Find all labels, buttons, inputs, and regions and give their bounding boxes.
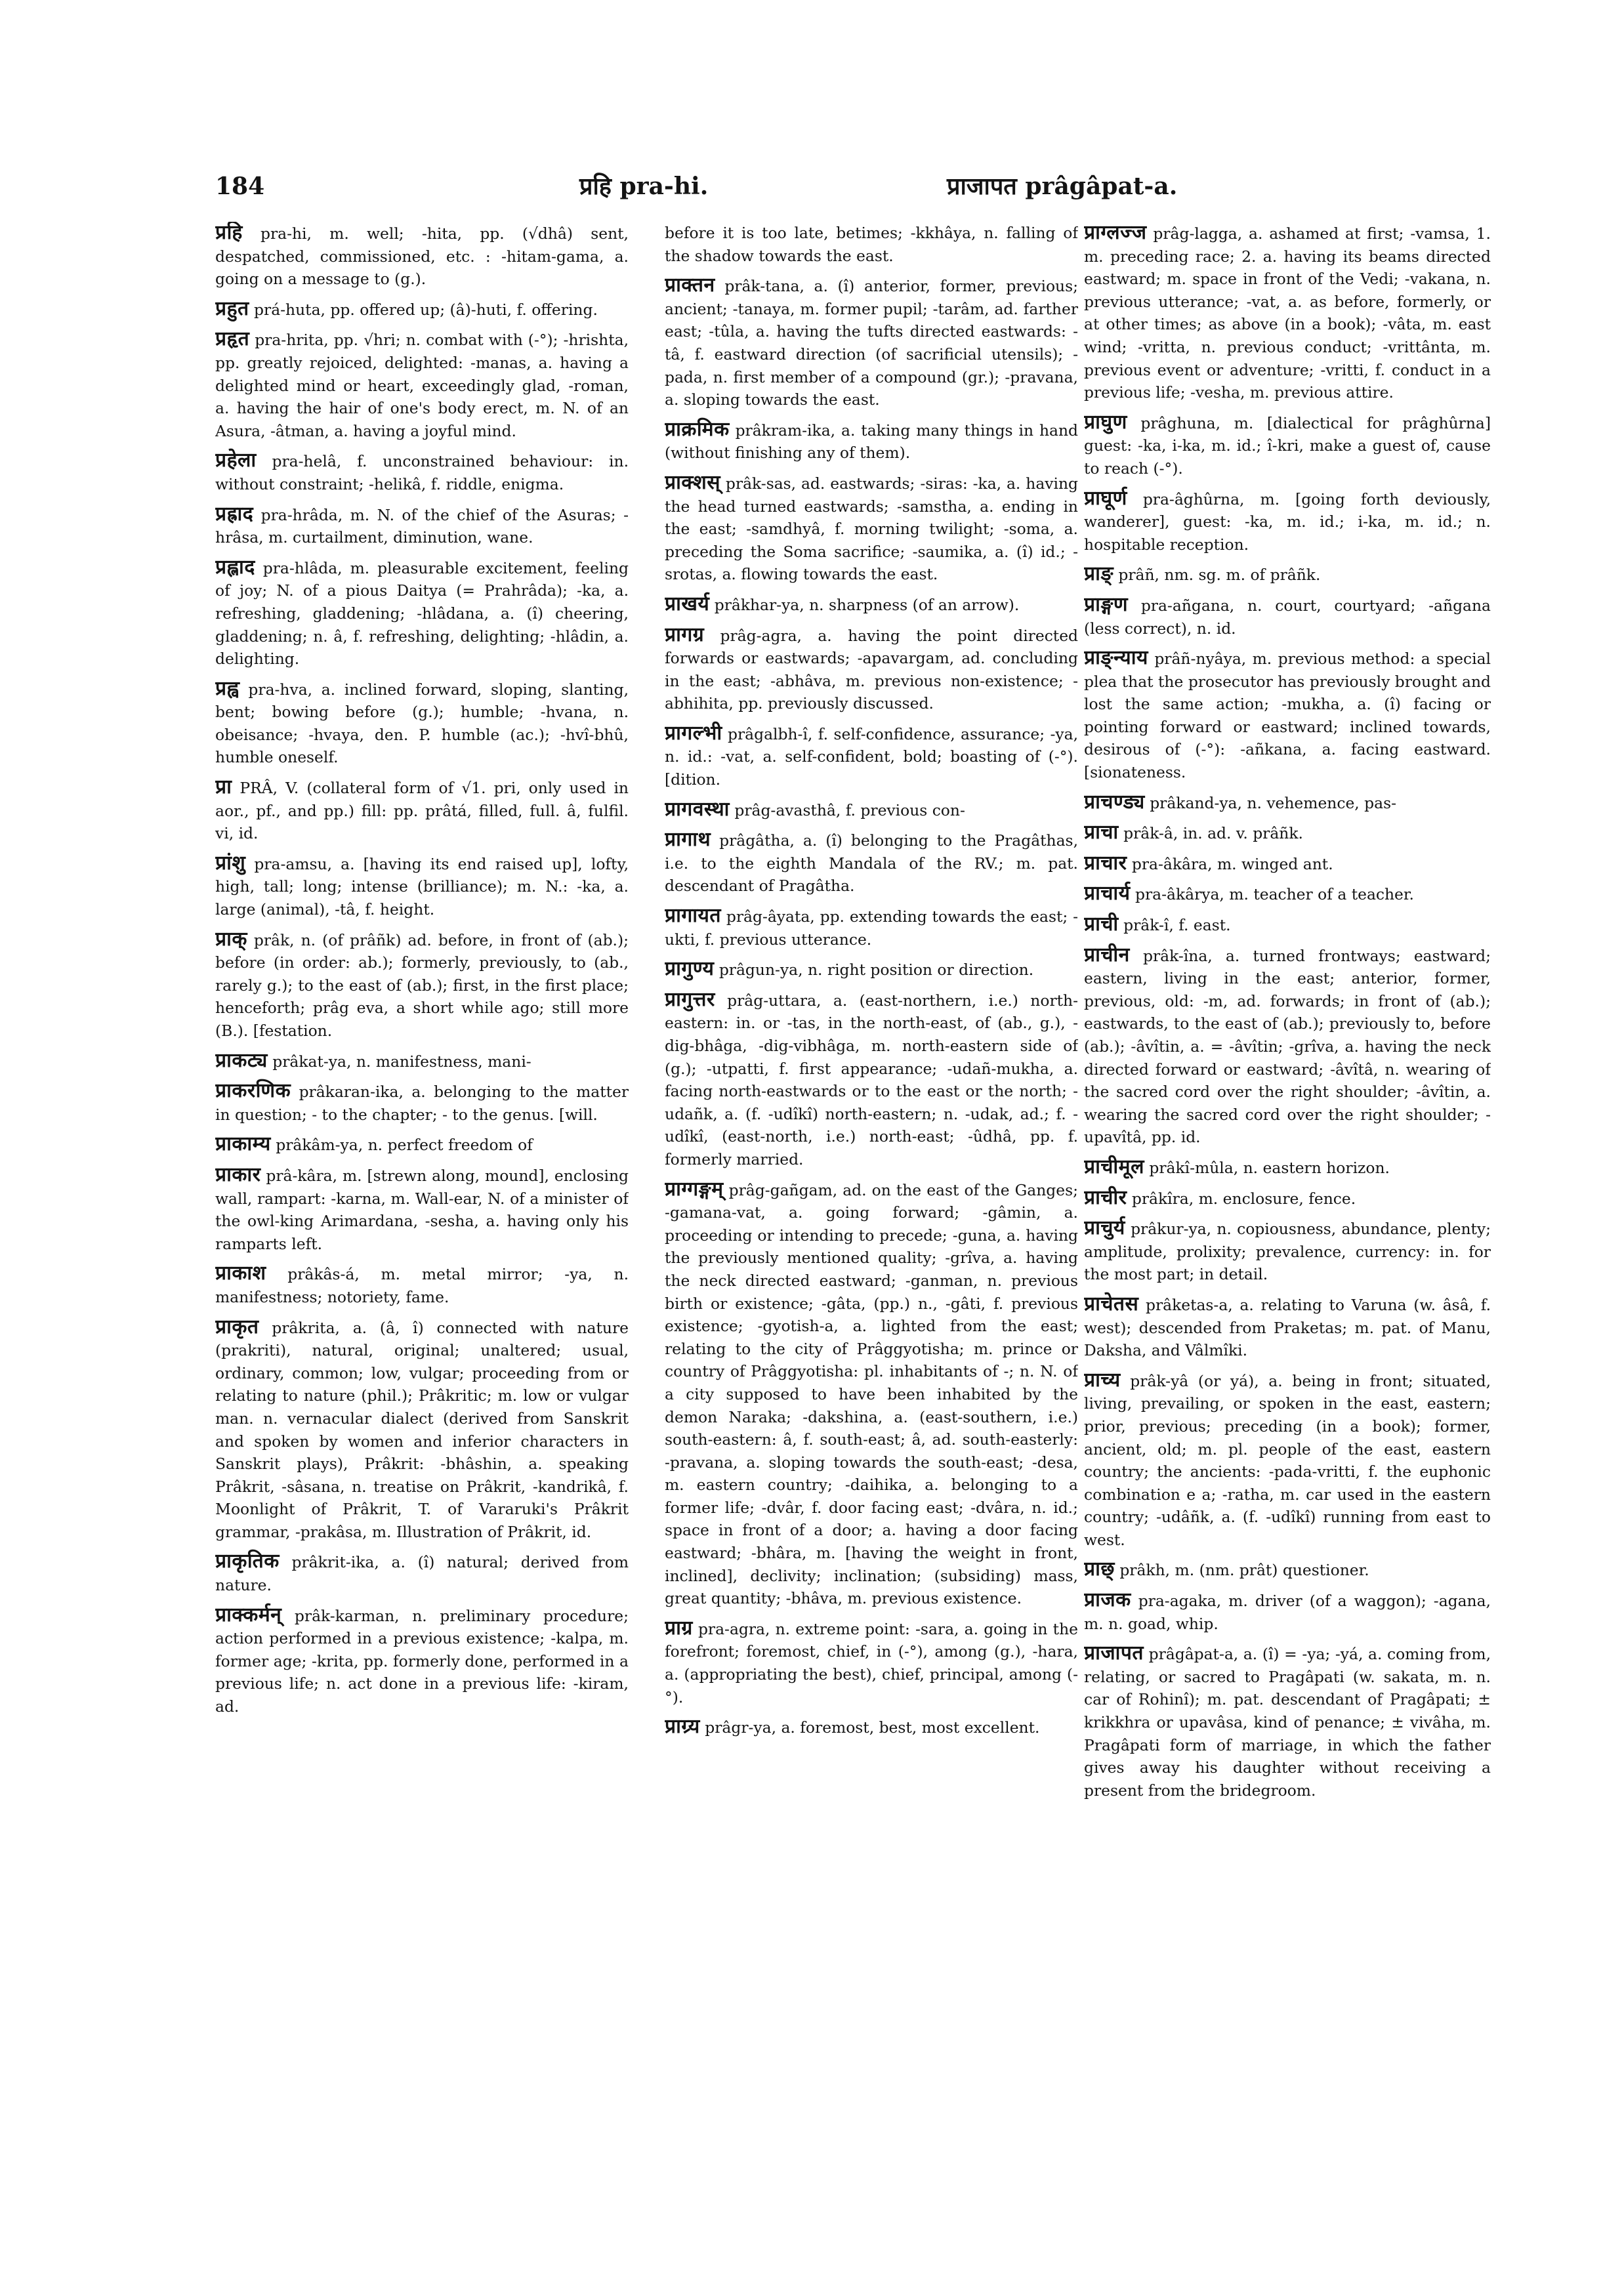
dictionary-entry (215, 1262, 629, 1308)
entry-headword: प्राचुर्य (1084, 1216, 1125, 1240)
entry-definition: prâketas-a, a. relating to Varuna (w. âsâ, f. west); descended from Praketas; m. pat. of Manu, Daksha, and Vâlmîki. (1084, 1295, 1491, 1360)
entry-definition: pra-âghûrna, m. [going forth deviously, wanderer], guest: -ka, m. id.; i-ka, m. id.; n. hospitable reception. (1084, 489, 1491, 554)
dictionary-entry (215, 1316, 629, 1544)
dictionary-entry (215, 1050, 629, 1073)
entry-headword: प्रहृत (215, 327, 250, 351)
dictionary-entry (1084, 411, 1491, 480)
dictionary-entry (215, 503, 629, 549)
entry-headword: प्रहेला (215, 449, 257, 472)
entry-headword: प्राङ् (1084, 562, 1114, 586)
entry-definition: PRÂ, V. (collateral form of √1. pri, only used in aor., pf., and pp.) fill: pp. prâtá, filled, full. â, fulfil. vi, id. (215, 779, 629, 843)
column-2 (665, 222, 1078, 2243)
entry-headword: प्राचेतस (1084, 1292, 1139, 1315)
entry-headword: प्रा (215, 775, 232, 799)
dictionary-entry (1084, 487, 1491, 556)
entry-headword: प्राचार (1084, 851, 1127, 875)
dictionary-entry (665, 472, 1078, 586)
dictionary-entry (215, 678, 629, 769)
dictionary-entry (665, 1178, 1078, 1610)
entry-headword: प्रह्व (215, 676, 239, 700)
entry-definition: prâkhar-ya, n. sharpness (of an arrow). (714, 595, 1020, 614)
entry-definition: pra-hrâda, m. N. of the chief of the Asuras; -hrâsa, m. curtailment, diminution, wane. (215, 505, 629, 547)
entry-headword: प्रांशु (215, 851, 246, 875)
entry-definition: pra-âkârya, m. teacher of a teacher. (1135, 885, 1414, 904)
dictionary-entry (215, 776, 629, 845)
entry-definition: prâkâm-ya, n. perfect freedom of (276, 1136, 533, 1155)
entry-definition: prâñ-nyâya, m. previous method: a special plea that the prosecutor has previously brought and lost the same action; -mukha, a. (î) facing or pointing forward or eastward; inclined towards, desirous of (-°): -añkana, a. facing eastward. [sionateness. (1084, 650, 1491, 782)
entry-definition: prâg-uttara, a. (east-northern, i.e.) north-eastern: in. or -tas, in the north-east, of (ab., g.), -dig-bhâga, -dig-vibhâga, m. north-eastern side of (g.); -utpatti, f. first appearance; -udañ-mukha, a. facing north-eastwards or to the east or the north; -udañk, a. (f. -udîkî) north-eastern; n. -udak, ad.; f. -udîkî, (east-north, i.e.) north-east; -ûdhâ, pp. f. formerly married. (665, 991, 1078, 1168)
entry-definition: before it is too late, betimes; -kkhâya, n. falling of the shadow towards the east. (665, 224, 1078, 265)
entry-definition: pra-âkâra, m. winged ant. (1131, 854, 1333, 873)
dictionary-entry (1084, 1217, 1491, 1286)
entry-definition: prá-huta, pp. offered up; (â)-huti, f. offering. (254, 300, 598, 319)
dictionary-entry (215, 298, 629, 321)
entry-definition: prâgâpat-a, a. (î) = -ya; -yá, a. coming from, relating, or sacred to Pragâpati (w. sakata, m. n. car of Rohinî); m. pat. descendant of Pragâpati; ± krikkhra or upavâsa, kind of penance; ± vivâha, m. Pragâpati form of marriage, in which the father gives away his daughter without receiving a present from the bridegroom. (1084, 1645, 1491, 1800)
dictionary-entry (665, 722, 1078, 791)
dictionary-entry (215, 1164, 629, 1255)
dictionary-entry (1084, 1642, 1491, 1802)
column-1 (215, 222, 629, 2243)
entry-headword: प्राकट्य (215, 1048, 268, 1072)
dictionary-entry (1084, 563, 1491, 587)
entry-definition: prâk-îna, a. turned frontways; eastward; eastern, living in the east; anterior, former, previous, old: -m, ad. forwards; in front of (ab.); eastwards, to the east of (ab.); previously to, before (ab.); -âvîtin, a. = -âvîtin; -grîva, a. having the neck directed forward or eastward; -âvîtâ, n. wearing of the sacred cord over the right shoulder; -âvîtin, a. wearing the sacred cord over the right shoulder; -upavîtâ, pp. id. (1084, 946, 1491, 1147)
entry-definition: prâgâtha, a. (î) belonging to the Pragâthas, i.e. to the eighth Mandala of the RV.; m. pat. descendant of Pragâtha. (665, 831, 1078, 896)
running-header (215, 169, 1186, 203)
entry-definition: prâgalbh-î, f. self-confidence, assurance; -ya, n. id.: -vat, a. self-confident, bold; boasting of (-°). [dition. (665, 724, 1078, 789)
dictionary-entry (1084, 944, 1491, 1149)
entry-definition: pra-agaka, m. driver (of a waggon); -agana, m. n. goad, whip. (1084, 1592, 1491, 1633)
entry-headword: प्रागग्र (665, 623, 705, 646)
dictionary-entry (665, 829, 1078, 898)
entry-definition: prâk-sas, ad. eastwards; -siras: -ka, a. having the head turned eastwards; -samstha, a. ending in the east; -samdhyâ, f. morning twilight; -soma, a. preceding the Soma sacrifice; -saumika, a. (î) id.; -srotas, a. flowing towards the east. (665, 474, 1078, 584)
entry-headword: प्राचीन (1084, 943, 1130, 966)
dictionary-entry (215, 556, 629, 671)
entry-definition: pra-hrita, pp. √hri; n. combat with (-°); -hrishta, pp. greatly rejoiced, delighted: -manas, a. having a delighted mind or heart, exceedingly glad, -roman, a. having the hair of one's body erect, m. N. of an Asura, -âtman, a. having a joyful mind. (215, 331, 629, 440)
entry-definition: prâg-âyata, pp. extending towards the east; -ukti, f. previous utterance. (665, 907, 1078, 949)
entry-headword: प्राग्र्य (665, 1715, 700, 1739)
entry-definition: prâk-yâ (or yá), a. being in front; situated, living, prevailing, or spoken in the east, eastern; prior, previous; preceding (in a book); former, ancient, old; m. pl. people of the east, eastern country; the ancients: -pada-vritti, f. the euphonic combination e a; -ratha, m. car used in the eastern country; -udâñk, a. (f. -udîkî) running from east to west. (1084, 1371, 1491, 1549)
dictionary-entry (1084, 222, 1491, 404)
entry-definition: prâk-î, f. east. (1123, 916, 1231, 935)
dictionary-entry (665, 624, 1078, 715)
entry-headword: प्राक्रमिक (665, 417, 730, 441)
entry-headword: प्रह्राद (215, 502, 254, 526)
entry-headword: प्राखर्य (665, 592, 710, 615)
entry-headword: प्राकृत (215, 1315, 259, 1338)
entry-definition: prâgun-ya, n. right position or direction. (718, 961, 1034, 980)
entry-headword: प्राक्शस् (665, 470, 721, 494)
right-running-head: प्राजापत prâgâpat-a. (947, 173, 1178, 200)
dictionary-entry (1084, 1187, 1491, 1210)
entry-headword: प्रागायत (665, 904, 721, 928)
entry-definition: prâg-gañgam, ad. on the east of the Ganges; -gamana-vat, a. going forward; -gâmin, a. proceeding or intending to precede; -guna, a. having the previously mentioned quality; -grîva, a. having the neck directed eastward; -ganman, n. previous birth or existence; -gâta, (pp.) n., -gâti, f. previous existence; -gyotish-a, a. lighted from the east; relating to the city of Prâggyotisha; m. prince or country of Prâggyotisha: pl. inhabitants of -; n. N. of a city supposed to have been inhabited by the demon Naraka; -dakshina, a. (east-southern, i.e.) south-eastern: â, f. south-east; â, ad. south-easterly: -pravana, a. sloping towards the south-east; -desa, m. eastern country; -daihika, a. belonging to a former life; -dvâr, f. door facing east; -dvâra, n. id.; space in front of a door; a. having a door facing eastward; -bhâra, m. [having the weight in front, inclined], declivity; inclination; (subsiding) mass, great quantity; -bhâva, m. previous existence. (665, 1180, 1078, 1608)
dictionary-entry (665, 958, 1078, 982)
entry-definition: prâkram-ika, a. taking many things in hand (without finishing any of them). (665, 421, 1078, 463)
entry-headword: प्राजक (1084, 1588, 1131, 1612)
dictionary-entry (665, 989, 1078, 1171)
entry-definition: prâkrit-ika, a. (î) natural; derived from nature. (215, 1553, 629, 1595)
dictionary-entry (665, 798, 1078, 822)
entry-headword: प्राग्गङ्गम् (665, 1177, 724, 1201)
dictionary-entry (215, 1604, 629, 1718)
entry-definition: prâkîra, m. enclosure, fence. (1131, 1189, 1356, 1208)
entry-definition: prâg-agra, a. having the point directed forwards or eastwards; -apavargam, ad. concluding in the east; -abhâva, m. previous non-existence; -abhihita, pp. previously discussed. (665, 626, 1078, 713)
left-running-head: प्रहि pra-hi. (579, 173, 709, 200)
entry-definition: prâgr-ya, a. foremost, best, most excellent. (705, 1718, 1040, 1737)
dictionary-entry (215, 1550, 629, 1596)
entry-definition: prâk-karman, n. preliminary procedure; action performed in a previous existence; -kalpa, m. former age; -krita, pp. formerly done, performed in a previous life; n. act done in a previous life: -kiram, ad. (215, 1606, 629, 1716)
entry-headword: प्रागुण्य (665, 957, 715, 981)
entry-headword: प्राजापत (1084, 1642, 1144, 1665)
entry-definition: prâg-avasthâ, f. previous con- (734, 800, 965, 819)
entry-headword: प्रह्लाद (215, 555, 255, 579)
entry-definition: prâk-â, in. ad. v. prâñk. (1123, 824, 1303, 843)
entry-definition: prâkrita, a. (â, î) connected with nature (prakriti), natural, original; unaltered; usual, ordinary, common; low, vulgar; proceeding from or relating to nature (phil.); Prâkritic; m. low or vulgar man. n. vernacular dialect (derived from Sanskrit and spoken by women and inferior characters in Sanskrit plays), Prâkrit: -bhâshin, a. speaking Prâkrit, -sâsana, n. treatise on Prâkrit, -kandrikâ, f. Moonlight of Prâkrit, T. of Vararuki's Prâkrit grammar, -prakâsa, m. Illustration of Prâkrit, id. (215, 1318, 629, 1541)
entry-headword: प्राकरणिक (215, 1079, 291, 1103)
entry-definition: prâghuna, m. [dialectical for prâghûrna] guest: -ka, i-ka, m. id.; î-kri, make a guest of, cause to reach (-°). (1084, 413, 1491, 478)
entry-definition: prâg-lagga, a. ashamed at first; -vamsa, 1. m. preceding race; 2. a. having its beams directed eastward; m. space in front of the Vedi; -vakana, n. previous utterance; -vat, a. as before, formerly, or at other times; as above (in a book); -vâta, m. east wind; -vritta, n. previous conduct; -vrittânta, m. previous event or adventure; -vritti, f. conduct in a previous life; -vesha, m. previous attire. (1084, 224, 1491, 402)
entry-headword: प्रागल्भी (665, 721, 722, 745)
entry-definition: prâkaran-ika, a. belonging to the matter in question; - to the chapter; - to the genus. [will. (215, 1083, 629, 1124)
dictionary-entry (1084, 647, 1491, 784)
entry-definition: pra-agra, n. extreme point: -sara, a. going in the forefront; foremost, chief, in (-°), among (g.), -hara, a. (appropriating the best), chief, principal, among (-°). (665, 1619, 1078, 1706)
dictionary-entry (215, 222, 629, 291)
entry-headword: प्राग्लज्ज (1084, 222, 1147, 244)
entry-headword: प्रहि (215, 222, 243, 244)
entry-definition: prâ-kâra, m. [strewn along, mound], enclosing wall, rampart: -karna, m. Wall-ear, N. of a minister of the owl-king Arimardana, -sesha, a. having only his ramparts left. (215, 1166, 629, 1253)
dictionary-entry (1084, 821, 1491, 845)
dictionary-entry (1084, 1369, 1491, 1552)
dictionary-entry (1084, 1156, 1491, 1180)
entry-headword: प्राछ् (1084, 1558, 1115, 1581)
page-number: 184 (215, 173, 265, 200)
entry-headword: प्राचण्ड्य (1084, 790, 1145, 814)
dictionary-entry (665, 905, 1078, 951)
entry-headword: प्रागुत्तर (665, 987, 715, 1011)
dictionary-entry (215, 328, 629, 442)
dictionary-entry (1084, 1293, 1491, 1362)
entry-headword: प्राकार (215, 1163, 261, 1186)
entry-definition: pra-amsu, a. [having its end raised up], lofty, high, tall; long; intense (brilliance); m. N.: -ka, a. large (animal), -tâ, f. height. (215, 854, 629, 919)
entry-definition: pra-hi, m. well; -hita, pp. (√dhâ) sent, despatched, commissioned, etc. : -hitam-gama, a. going on a message to (g.). (215, 224, 629, 289)
entry-definition: prâkh, m. (nm. prât) questioner. (1119, 1561, 1369, 1580)
dictionary-entry (665, 274, 1078, 411)
entry-headword: प्राङ्न्याय (1084, 646, 1148, 670)
dictionary-entry (1084, 882, 1491, 906)
entry-headword: प्राची (1084, 913, 1119, 936)
entry-headword: प्रागाथ (665, 828, 711, 852)
entry-definition: pra-helâ, f. unconstrained behaviour: in. without constraint; -helikâ, f. riddle, enigma. (215, 452, 629, 493)
dictionary-entry (1084, 1589, 1491, 1635)
dictionary-entry (215, 449, 629, 495)
entry-headword: प्राक् (215, 927, 247, 951)
entry-definition: prâk-tana, a. (î) anterior, former, previous; ancient; -tanaya, m. former pupil; -tarâm, ad. farther east; -tûla, a. having the tufts directed eastwards: -tâ, f. eastward direction (of sacrificial utensils); -pada, n. first member of a compound (gr.); -pravana, a. sloping towards the east. (665, 277, 1078, 409)
entry-definition: prâkat-ya, n. manifestness, mani- (272, 1052, 531, 1071)
entry-headword: प्राच्य (1084, 1368, 1121, 1392)
dictionary-entry (665, 222, 1078, 267)
entry-definition: prâñ, nm. sg. m. of prâñk. (1118, 566, 1321, 585)
entry-definition: prâk, n. (of prâñk) ad. before, in front of (ab.); before (in order: ab.); formerly, previously, to (ab., rarely g.); to the east of (ab.); first, in the first place; henceforth; prâg eva, a short while ago; still more (B.). [festation. (215, 930, 629, 1040)
dictionary-entry (215, 1080, 629, 1126)
entry-headword: प्राकाम्य (215, 1132, 271, 1156)
dictionary-entry (1084, 852, 1491, 876)
dictionary-entry (665, 593, 1078, 617)
entry-headword: प्राङ्गण (1084, 592, 1129, 616)
entry-headword: प्राकृतिक (215, 1550, 280, 1573)
entry-headword: प्राघूर्ण (1084, 486, 1127, 510)
entry-headword: प्राकाश (215, 1262, 266, 1285)
entry-definition: pra-añgana, n. court, courtyard; -añgana (less correct), n. id. (1084, 596, 1491, 638)
dictionary-entry (665, 1716, 1078, 1739)
entry-headword: प्राघुण (1084, 410, 1127, 434)
entry-headword: प्राग्र (665, 1616, 693, 1640)
dictionary-entry (1084, 791, 1491, 815)
entry-headword: प्राक्तन (665, 274, 715, 297)
dictionary-entry (1084, 1558, 1491, 1582)
dictionary-entry (665, 419, 1078, 465)
entry-headword: प्राचीमूल (1084, 1155, 1144, 1178)
dictionary-entry (1084, 913, 1491, 937)
entry-headword: प्रागवस्था (665, 797, 730, 821)
entry-definition: pra-hva, a. inclined forward, sloping, slanting, bent; bowing before (g.); humble; -hvana, n. obeisance; -hvaya, den. P. humble (ac.); -hvî-bhû, humble oneself. (215, 680, 629, 767)
dictionary-entry (1084, 594, 1491, 640)
entry-definition: prâkand-ya, n. vehemence, pas- (1150, 793, 1397, 812)
entry-headword: प्राचा (1084, 821, 1119, 844)
entry-headword: प्रहुत (215, 297, 249, 320)
dictionary-entry (665, 1617, 1078, 1708)
column-3 (1084, 222, 1491, 2243)
entry-definition: pra-hlâda, m. pleasurable excitement, feeling of joy; N. of a pious Daitya (= Prahrâda); -ka, a. refreshing, gladdening; -hlâdana, a. (î) cheering, gladdening; n. â, f. refreshing, delighting; -hlâdin, a. delighting. (215, 558, 629, 669)
entry-headword: प्राक्कर्मन् (215, 1603, 282, 1626)
dictionary-entry (215, 852, 629, 921)
entry-definition: prâkî-mûla, n. eastern horizon. (1149, 1158, 1390, 1177)
entry-definition: prâkâs-á, m. metal mirror; -ya, n. manifestness; notoriety, fame. (215, 1265, 629, 1306)
entry-headword: प्राचीर (1084, 1186, 1127, 1209)
entry-definition: prâkur-ya, n. copiousness, abundance, plenty; amplitude, prolixity; prevalence, currency: in. for the most part; in detail. (1084, 1220, 1491, 1284)
entry-headword: प्राचार्य (1084, 882, 1131, 905)
dictionary-entry (215, 928, 629, 1043)
dictionary-entry (215, 1133, 629, 1157)
